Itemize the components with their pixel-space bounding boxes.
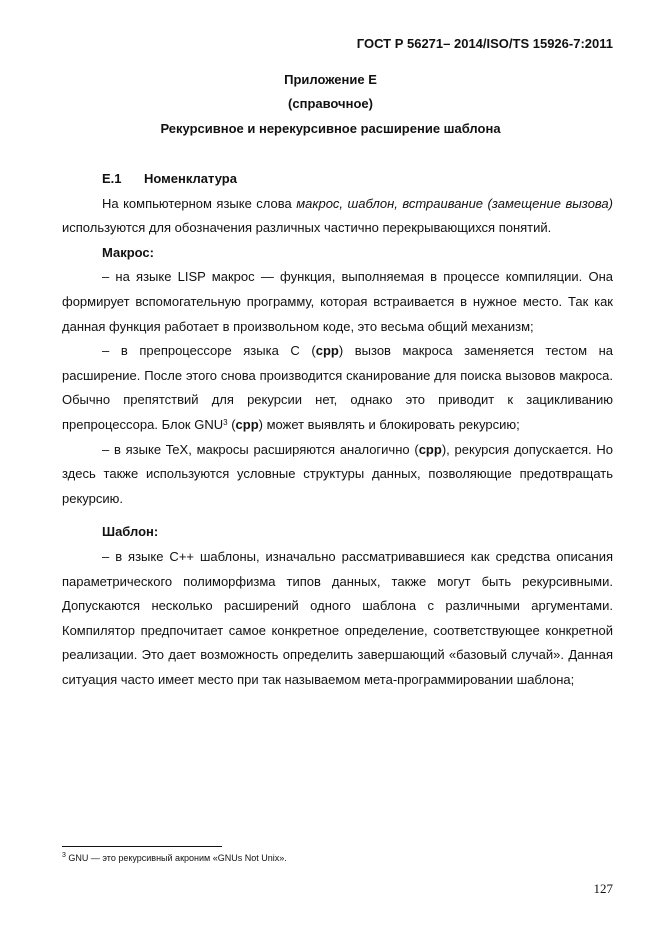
page-number: 127 bbox=[593, 881, 613, 896]
appendix-heading: Рекурсивное и нерекурсивное расширение шаблона bbox=[160, 121, 501, 136]
section-title: Номенклатура bbox=[144, 171, 237, 186]
macro-item-c: – в препроцессоре языка С (cpp) вызов макроса заменяется тестом на расширение. После этого снова производится сканирование для поиска вызовов макроса. Обычно препятствий для рекурсии нет, однако это приводит к зацикливанию препроцессора. Блок GNU$^3$ (cpp) может выявлять и блокировать рекурсию; bbox=[62, 343, 614, 432]
appendix-title: Приложение Е bbox=[284, 72, 377, 87]
document-header: ГОСТ Р 56271– 2014/ISO/TS 15926-7:2011 bbox=[356, 36, 613, 51]
footnote: $^3$ GNU — это рекурсивный акроним «GNUs Not Unix». bbox=[62, 852, 287, 863]
macro-item-lisp: – на языке LISP макрос — функция, выполняемая в процессе компиляции. Она формирует вспомогательную программу, которая встраивается в нужное место. Так как данная функция работает в произвольном коде, это весьма общий механизм; bbox=[62, 269, 613, 334]
intro-italic-terms: макрос, шаблон, встраивание (замещение вызова) bbox=[296, 195, 613, 211]
template-label: Шаблон: bbox=[102, 524, 159, 540]
section-heading bbox=[62, 167, 613, 192]
macro-item-tex: – в языке TeX, макросы расширяются аналогично (cpp), рекурсия допускается. Но здесь также используются условные структуры данных, позволяющие предотвращать рекурсию. bbox=[62, 441, 613, 506]
template-item-cpp: – в языке С++ шаблоны, изначально рассматривавшиеся как средства описания параметрического полиморфизма типов данных, также могут быть рекурсивными. Допускаются несколько расширений одного шаблона с различными аргументами. Компилятор предпочитает самое конкретное определение, соответствующее конкретной реализации. Это дает возможность определить завершающий «базовый случай». Данная ситуация часто имеет место при так называемом мета-программировании шаблона; bbox=[62, 548, 613, 687]
section-number: Е.1 bbox=[102, 171, 122, 186]
footnote-divider bbox=[62, 846, 222, 847]
main-text bbox=[62, 167, 613, 692]
footnote-ref: 3 bbox=[223, 417, 228, 427]
appendix-type: (справочное) bbox=[288, 96, 373, 111]
macro-label: Макрос: bbox=[102, 244, 154, 260]
intro-paragraph: На компьютерном языке слова макрос, шаблон, встраивание (замещение вызова) используются для обозначения различных частично перекрывающихся понятий. bbox=[62, 195, 613, 236]
